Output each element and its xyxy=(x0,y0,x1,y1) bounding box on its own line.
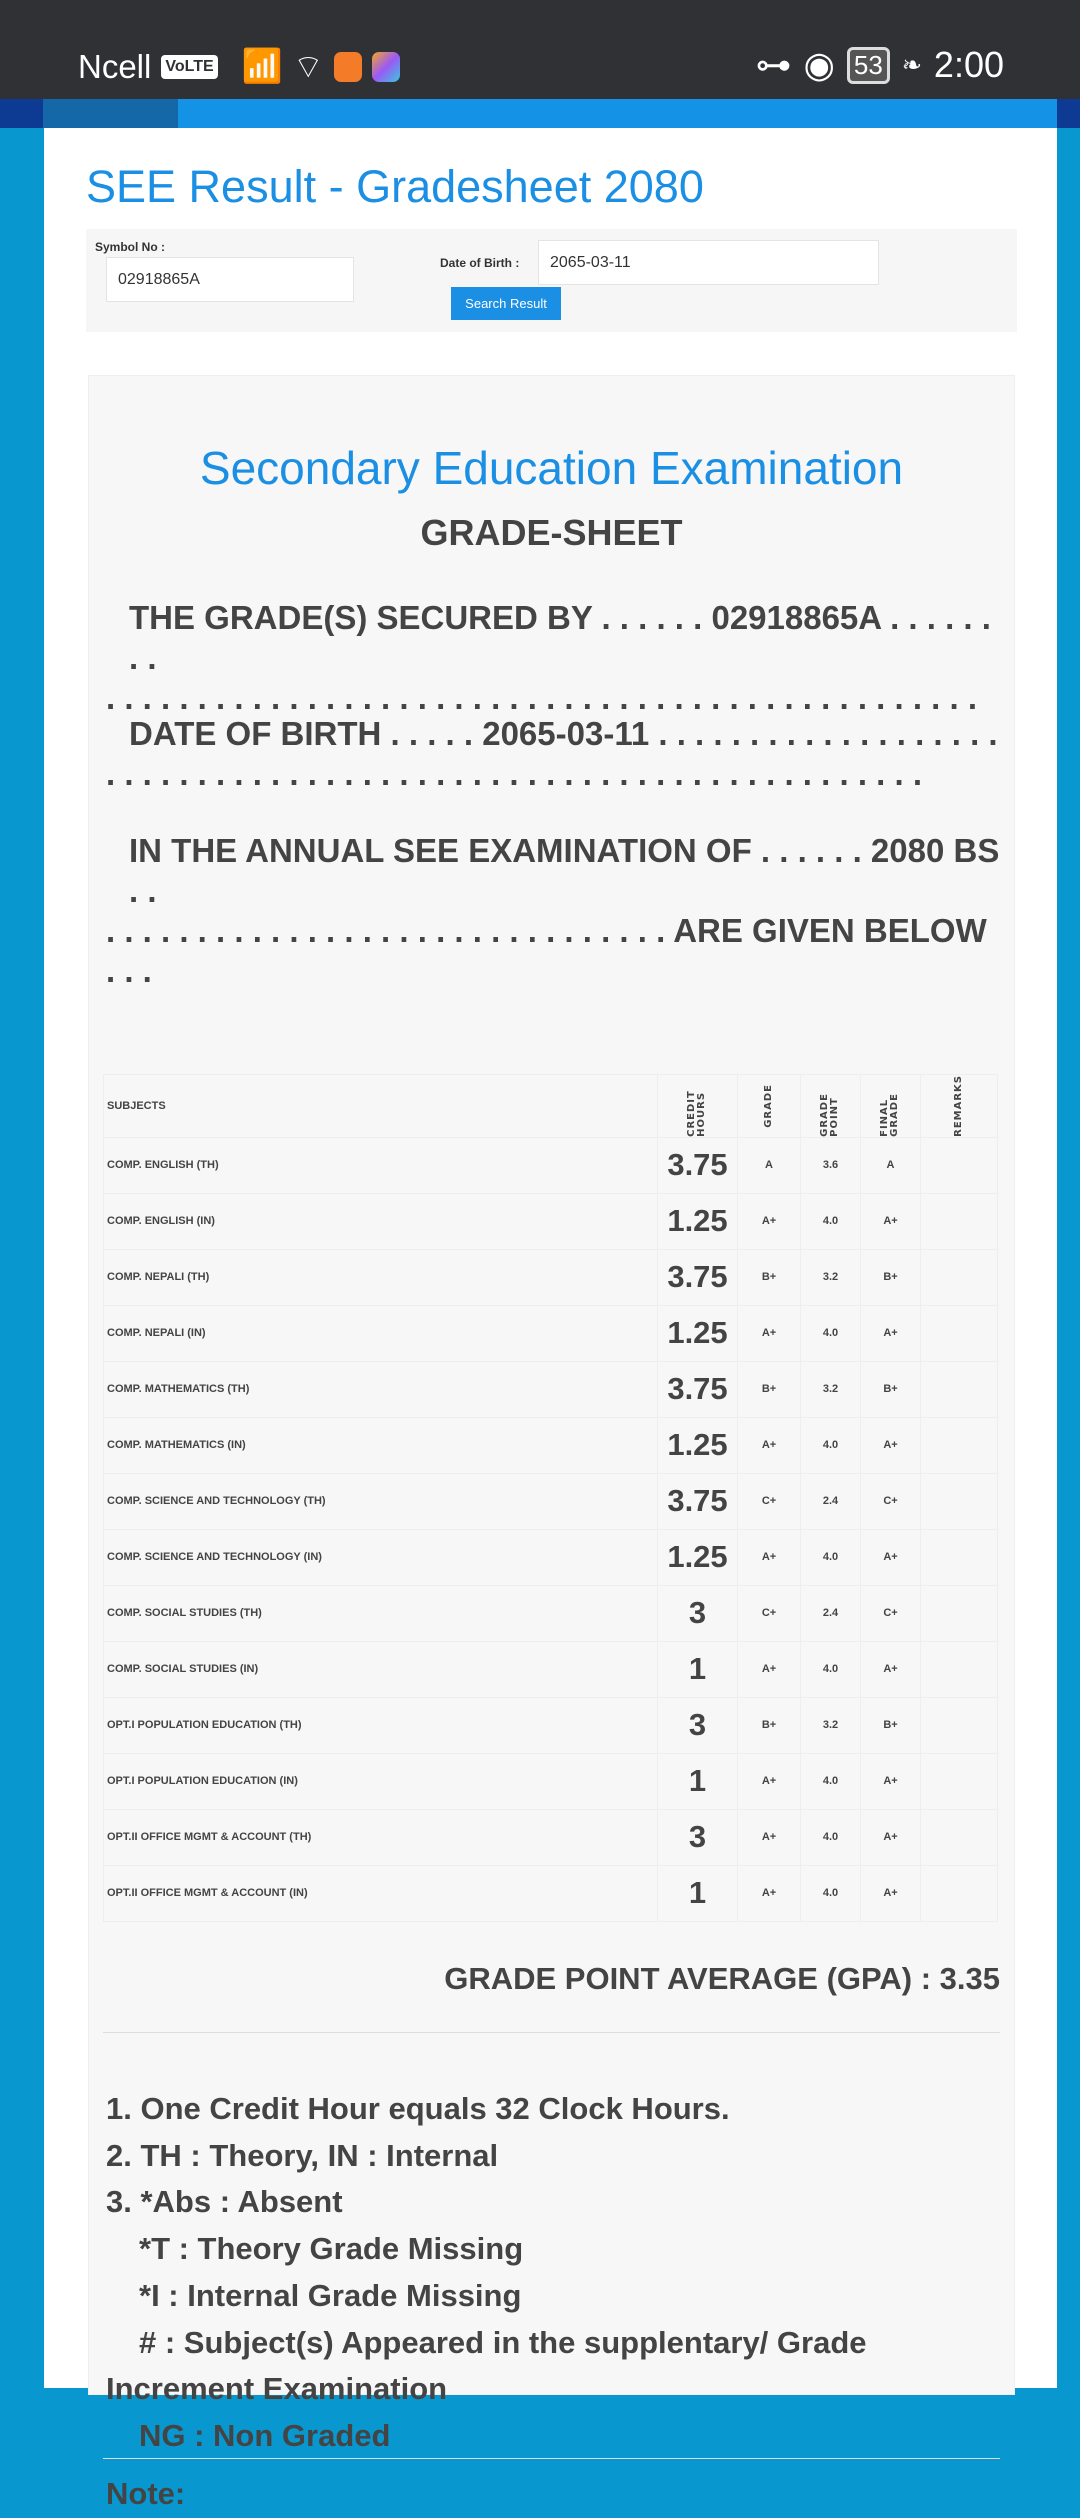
table-row xyxy=(104,1305,998,1361)
notes-list xyxy=(106,2086,867,2460)
cell-remarks xyxy=(921,1585,998,1641)
table-row xyxy=(104,1865,998,1921)
cell-grade-point: 4.0 xyxy=(801,1809,861,1865)
cell-subject: COMP. SOCIAL STUDIES (IN) xyxy=(104,1641,658,1697)
cell-subject: COMP. MATHEMATICS (IN) xyxy=(104,1417,658,1473)
table-row xyxy=(104,1249,998,1305)
cell-final-grade: C+ xyxy=(861,1585,921,1641)
cell-subject: COMP. SCIENCE AND TECHNOLOGY (TH) xyxy=(104,1473,658,1529)
wifi-icon: ⌔ xyxy=(292,48,324,85)
note-item: *T : Theory Grade Missing xyxy=(139,2231,524,2267)
cell-subject: OPT.II OFFICE MGMT & ACCOUNT (IN) xyxy=(104,1865,658,1921)
cell-final-grade: A xyxy=(861,1137,921,1193)
col-final-grade: FINAL GRADE xyxy=(878,1093,900,1137)
cell-final-grade: B+ xyxy=(861,1249,921,1305)
table-row xyxy=(104,1697,998,1753)
cell-credit-hours: 3.75 xyxy=(658,1249,738,1305)
grades-table xyxy=(103,1074,998,1922)
table-row xyxy=(104,1361,998,1417)
cell-grade: B+ xyxy=(738,1697,801,1753)
content-card xyxy=(44,128,1057,2511)
cell-remarks xyxy=(921,1809,998,1865)
cell-credit-hours: 3 xyxy=(658,1697,738,1753)
cell-remarks xyxy=(921,1529,998,1585)
cell-credit-hours: 3 xyxy=(658,1809,738,1865)
search-result-button[interactable]: Search Result xyxy=(451,287,561,320)
table-header xyxy=(104,1075,998,1138)
note-item: 3. *Abs : Absent xyxy=(106,2184,343,2220)
cell-grade: B+ xyxy=(738,1249,801,1305)
cell-remarks xyxy=(921,1865,998,1921)
divider xyxy=(103,2458,1000,2459)
cell-remarks xyxy=(921,1193,998,1249)
cell-subject: COMP. SCIENCE AND TECHNOLOGY (IN) xyxy=(104,1529,658,1585)
cell-grade-point: 4.0 xyxy=(801,1529,861,1585)
note-item: # : Subject(s) Appeared in the supplentary/ Grade xyxy=(139,2324,867,2360)
cell-grade: A+ xyxy=(738,1529,801,1585)
status-bar xyxy=(0,0,1080,99)
cell-remarks xyxy=(921,1697,998,1753)
cell-final-grade: A+ xyxy=(861,1417,921,1473)
cell-final-grade: A+ xyxy=(861,1641,921,1697)
cell-grade-point: 3.2 xyxy=(801,1697,861,1753)
cell-credit-hours: 3.75 xyxy=(658,1361,738,1417)
cell-grade-point: 4.0 xyxy=(801,1417,861,1473)
leaf-icon: ❧ xyxy=(901,51,922,79)
cell-subject: COMP. NEPALI (TH) xyxy=(104,1249,658,1305)
dob-line xyxy=(106,714,1000,794)
dob-text: DATE OF BIRTH . . . . . 2065-03-11 . . . . . . . . . . . . . . . . . . . xyxy=(129,715,998,752)
search-form xyxy=(86,229,1017,332)
col-grade: GRADE xyxy=(763,1084,774,1128)
cell-grade-point: 4.0 xyxy=(801,1865,861,1921)
table-row xyxy=(104,1193,998,1249)
cell-final-grade: A+ xyxy=(861,1809,921,1865)
cell-credit-hours: 1 xyxy=(658,1641,738,1697)
cell-remarks xyxy=(921,1361,998,1417)
table-row xyxy=(104,1137,998,1193)
clock: 2:00 xyxy=(933,44,1004,85)
cell-final-grade: A+ xyxy=(861,1193,921,1249)
cell-credit-hours: 1.25 xyxy=(658,1193,738,1249)
cell-subject: OPT.I POPULATION EDUCATION (TH) xyxy=(104,1697,658,1753)
symbol-input[interactable] xyxy=(106,257,354,302)
cell-remarks xyxy=(921,1305,998,1361)
cell-remarks xyxy=(921,1641,998,1697)
cell-subject: COMP. MATHEMATICS (TH) xyxy=(104,1361,658,1417)
cell-grade: A+ xyxy=(738,1865,801,1921)
note-item: 1. One Credit Hour equals 32 Clock Hours. xyxy=(106,2091,730,2126)
cell-grade-point: 2.4 xyxy=(801,1473,861,1529)
exam-line xyxy=(106,831,1000,991)
gpa-text: GRADE POINT AVERAGE (GPA) : 3.35 xyxy=(444,1961,1000,1996)
cell-final-grade: A+ xyxy=(861,1305,921,1361)
cell-grade: A+ xyxy=(738,1193,801,1249)
table-row xyxy=(104,1473,998,1529)
cell-subject: COMP. NEPALI (IN) xyxy=(104,1305,658,1361)
table-row xyxy=(104,1641,998,1697)
cell-grade-point: 4.0 xyxy=(801,1305,861,1361)
note-item: Increment Examination xyxy=(106,2371,448,2407)
cell-credit-hours: 3 xyxy=(658,1585,738,1641)
table-row xyxy=(104,1809,998,1865)
cell-grade: A+ xyxy=(738,1809,801,1865)
secured-by-line xyxy=(106,598,1000,718)
cell-grade-point: 4.0 xyxy=(801,1193,861,1249)
table-row xyxy=(104,1585,998,1641)
col-remarks: REMARKS xyxy=(953,1075,964,1137)
grade-sheet-heading: GRADE-SHEET xyxy=(420,512,683,553)
cell-grade: A xyxy=(738,1137,801,1193)
dots: . . . . . . . . . . . . . . . . . . . . . . . . . . . . . . . . . . . . . . . . . . . . . . . . xyxy=(106,679,978,716)
cell-remarks xyxy=(921,1753,998,1809)
page-title: SEE Result - Gradesheet 2080 xyxy=(86,161,704,212)
cell-subject: COMP. ENGLISH (TH) xyxy=(104,1137,658,1193)
dob-label: Date of Birth : xyxy=(440,256,520,270)
cell-final-grade: A+ xyxy=(861,1753,921,1809)
cell-subject: OPT.I POPULATION EDUCATION (IN) xyxy=(104,1753,658,1809)
cell-grade-point: 3.2 xyxy=(801,1249,861,1305)
col-subjects: SUBJECTS xyxy=(104,1075,658,1138)
cell-grade-point: 3.2 xyxy=(801,1361,861,1417)
cell-credit-hours: 3.75 xyxy=(658,1137,738,1193)
secured-by-text: THE GRADE(S) SECURED BY . . . . . . 02918865A . . . . . . . . xyxy=(129,599,991,676)
site-header-bar xyxy=(0,99,1080,128)
note-item: *I : Internal Grade Missing xyxy=(139,2277,522,2313)
cell-remarks xyxy=(921,1249,998,1305)
cell-grade: A+ xyxy=(738,1753,801,1809)
cell-final-grade: A+ xyxy=(861,1865,921,1921)
cell-grade-point: 4.0 xyxy=(801,1753,861,1809)
cell-credit-hours: 1.25 xyxy=(658,1529,738,1585)
col-credit-hours: CREDIT HOURS xyxy=(685,1090,707,1137)
cell-grade: B+ xyxy=(738,1361,801,1417)
cell-subject: COMP. ENGLISH (IN) xyxy=(104,1193,658,1249)
cell-final-grade: C+ xyxy=(861,1473,921,1529)
cell-credit-hours: 1.25 xyxy=(658,1305,738,1361)
given-below-text: . . . . . . . . . . . . . . . . . . . . . . . . . . . . . . . ARE GIVEN BELOW . . . xyxy=(106,912,987,989)
exam-title: Secondary Education Examination xyxy=(199,442,904,494)
cell-remarks xyxy=(921,1137,998,1193)
health-app-icon xyxy=(334,52,362,82)
dots: . . . . . . . . . . . . . . . . . . . . . . . . . . . . . . . . . . . . . . . . . . . . . xyxy=(106,755,922,792)
cell-credit-hours: 1.25 xyxy=(658,1417,738,1473)
note-heading: Note: xyxy=(106,2476,186,2511)
cell-final-grade: B+ xyxy=(861,1361,921,1417)
table-row xyxy=(104,1417,998,1473)
vpn-key-icon: ⊶ xyxy=(755,44,792,85)
volte-icon: VoLTE xyxy=(161,55,217,79)
cell-grade-point: 2.4 xyxy=(801,1585,861,1641)
cell-credit-hours: 1 xyxy=(658,1753,738,1809)
note-item: 2. TH : Theory, IN : Internal xyxy=(106,2137,499,2173)
cell-final-grade: A+ xyxy=(861,1529,921,1585)
signal-icon: 📶 xyxy=(241,47,283,84)
cell-grade-point: 3.6 xyxy=(801,1137,861,1193)
table-row xyxy=(104,1529,998,1585)
dob-input[interactable] xyxy=(538,240,879,285)
cell-remarks xyxy=(921,1417,998,1473)
cell-grade: C+ xyxy=(738,1585,801,1641)
battery-icon: 53 xyxy=(847,47,890,84)
cell-credit-hours: 3.75 xyxy=(658,1473,738,1529)
cell-grade: A+ xyxy=(738,1641,801,1697)
col-grade-point: GRADE POINT xyxy=(818,1093,840,1137)
cell-remarks xyxy=(921,1473,998,1529)
symbol-label: Symbol No : xyxy=(95,240,166,254)
note-item: NG : Non Graded xyxy=(139,2417,391,2453)
cell-subject: OPT.II OFFICE MGMT & ACCOUNT (TH) xyxy=(104,1809,658,1865)
cell-final-grade: B+ xyxy=(861,1697,921,1753)
cell-grade: C+ xyxy=(738,1473,801,1529)
cell-grade: A+ xyxy=(738,1305,801,1361)
cell-grade: A+ xyxy=(738,1417,801,1473)
cell-subject: COMP. SOCIAL STUDIES (TH) xyxy=(104,1585,658,1641)
divider xyxy=(103,2032,1000,2033)
paint-app-icon xyxy=(372,52,400,82)
cell-credit-hours: 1 xyxy=(658,1865,738,1921)
exam-text: IN THE ANNUAL SEE EXAMINATION OF . . . . . . 2080 BS . . xyxy=(129,832,1000,909)
cell-grade-point: 4.0 xyxy=(801,1641,861,1697)
table-row xyxy=(104,1753,998,1809)
eye-icon: ◉ xyxy=(803,44,835,85)
carrier-label: Ncell xyxy=(78,47,152,85)
grade-sheet xyxy=(88,375,1015,2511)
